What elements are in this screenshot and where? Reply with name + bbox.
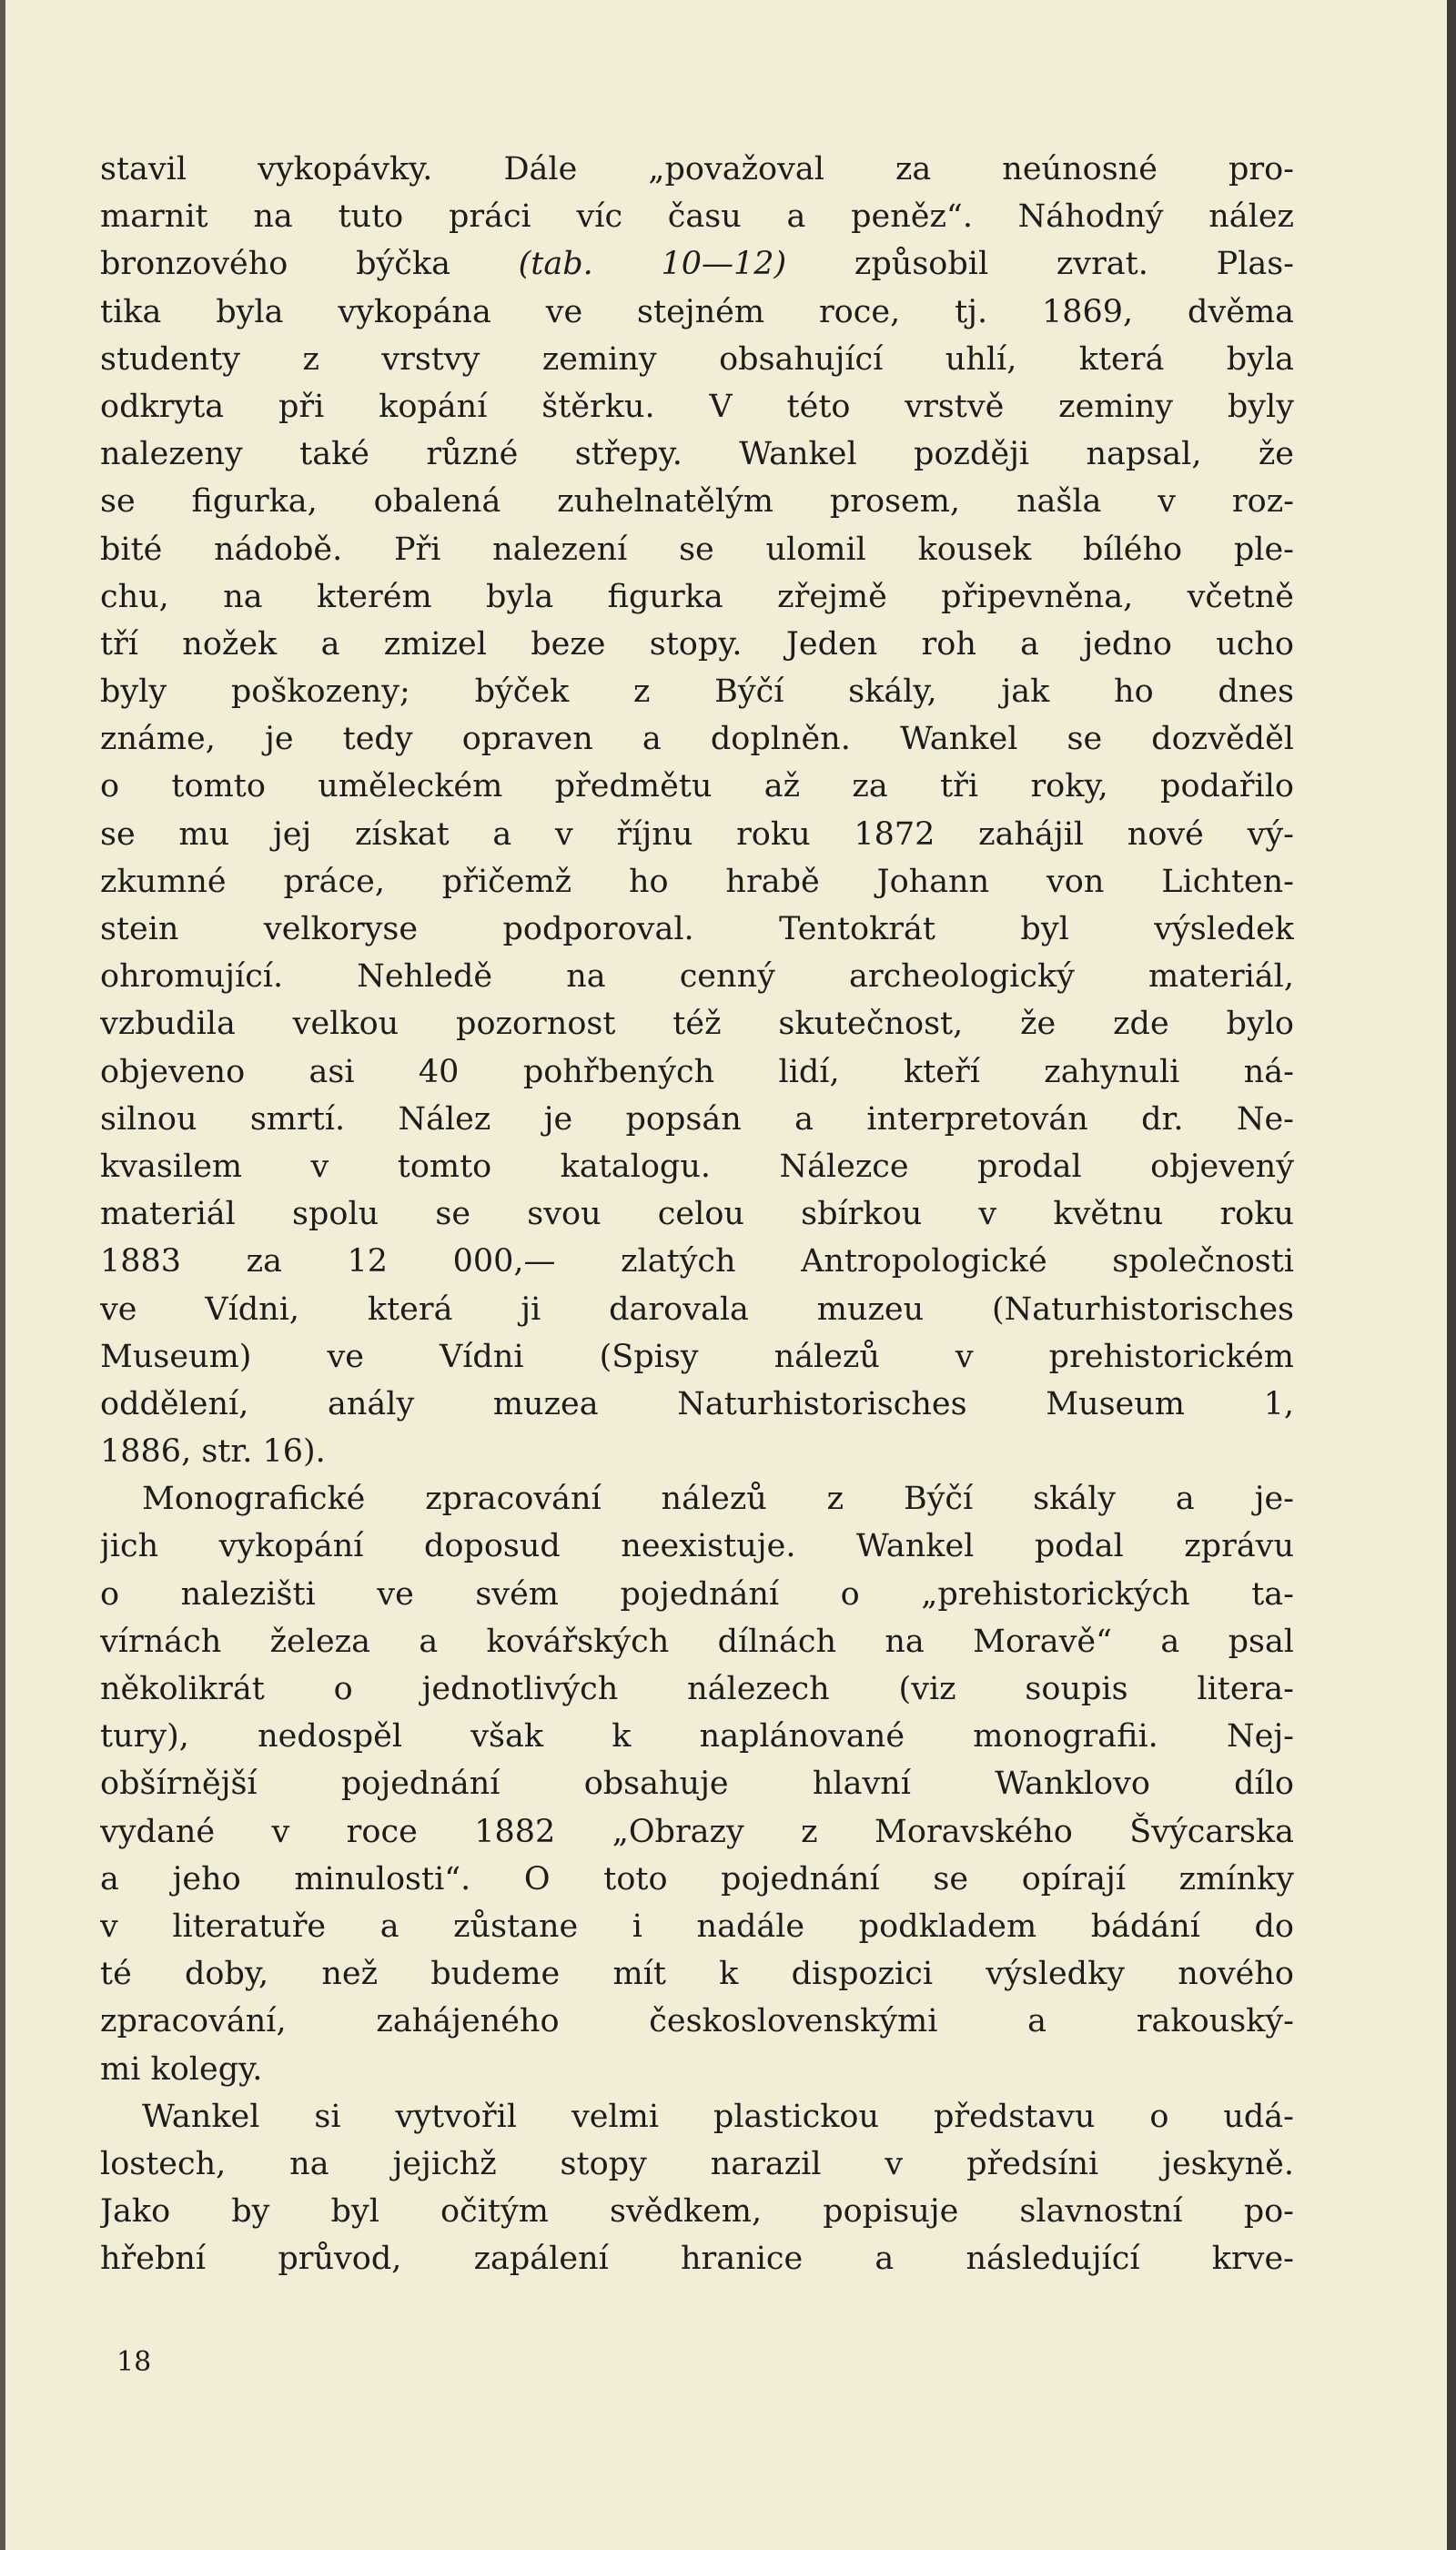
text-line: lostech, na jejichž stopy narazil v předsíni jeskyně. [100,2145,1294,2182]
text-line: zpracování, zahájeného československými a rakouský- [100,2003,1294,2040]
text-line: obšírnější pojednání obsahuje hlavní Wanklovo dílo [100,1766,1294,1803]
text-line: oddělení, anály muzea Naturhistorisches Museum 1, [100,1385,1294,1422]
text-line: vzbudila velkou pozornost též skutečnost, že zde bylo [100,1006,1294,1043]
text-line: kvasilem v tomto katalogu. Nálezce prodal objevený [100,1148,1294,1185]
text-line [100,240,1294,288]
text-line: stavil vykopávky. Dále „považoval za neúnosné pro- [100,151,1294,187]
text-line: v literatuře a zůstane i nadále podkladem bádání do [100,1907,1294,1945]
text-line: hřební průvod, zapálení hranice a následující krve- [100,2241,1294,2278]
text-line: ve Vídni, která ji darovala muzeu (Naturhistorisches [100,1290,1294,1328]
text-line: nalezeny také různé střepy. Wankel později napsal, že [100,436,1294,473]
text-line: o nalezišti ve svém pojednání o „prehistorických ta- [100,1575,1294,1613]
text-line: tří nožek a zmizel beze stopy. Jeden roh a jedno ucho [100,625,1294,663]
text-line: odkryta při kopání štěrku. V této vrstvě zeminy byly [100,388,1294,425]
page-number: 18 [116,2346,152,2378]
text-line: tika byla vykopána ve stejném roce, tj. 1869, dvěma [100,293,1294,330]
scan-left-edge [0,0,5,2550]
text-line: vydané v roce 1882 „Obrazy z Moravského Švýcarska [100,1813,1294,1850]
text-line: byly poškozeny; býček z Býčí skály, jak ho dnes [100,673,1294,711]
text-line: studenty z vrstvy zeminy obsahující uhlí, která byla [100,340,1294,378]
text-line: mi kolegy. [100,2050,263,2088]
text-line: zkumné práce, přičemž ho hrabě Johann von Lichten- [100,863,1294,900]
body-text [100,146,1294,2282]
text-segment: bronzového býčka [100,246,519,283]
text-line: tury), nedospěl však k naplánované monografii. Nej- [100,1718,1294,1756]
text-line: objeveno asi 40 pohřbených lidí, kteří zahynuli ná- [100,1053,1294,1090]
text-line: o tomto uměleckém předmětu až za tři roky, podařilo [100,768,1294,805]
text-line: se mu jej získat a v říjnu roku 1872 zahájil nové vý- [100,815,1294,853]
text-line: stein velkoryse podporoval. Tentokrát byl výsledek [100,911,1294,947]
text-line: několikrát o jednotlivých nálezech (viz soupis litera- [100,1671,1294,1707]
text-line: a jeho minulosti“. O toto pojednání se opírají zmínky [100,1860,1294,1897]
text-line: Museum) ve Vídni (Spisy nálezů v prehistorickém [100,1338,1294,1375]
text-line: bité nádobě. Při nalezení se ulomil kousek bílého ple- [100,531,1294,568]
text-segment: způsobil zvrat. Plas- [786,246,1294,283]
text-line: 1883 za 12 000,— zlatých Antropologické společnosti [100,1243,1294,1280]
text-line: marnit na tuto práci víc času a peněz“. Náhodný nález [100,198,1294,236]
text-line: známe, je tedy opraven a doplněn. Wankel se dozvěděl [100,721,1294,758]
text-line: Jako by byl očitým svědkem, popisuje slavnostní po- [100,2193,1294,2231]
text-line: 1886, str. 16). [100,1433,326,1471]
text-line: se figurka, obalená zuhelnatělým prosem, našla v roz- [100,483,1294,521]
paragraph-start-line: Wankel si vytvořil velmi plastickou představu o udá- [142,2098,1294,2135]
scan-right-edge [1447,0,1456,2550]
text-line: vírnách železa a kovářských dílnách na Moravě“ a psal [100,1623,1294,1660]
text-line: té doby, než budeme mít k dispozici výsledky nového [100,1956,1294,1993]
paragraph-start-line: Monografické zpracování nálezů z Býčí skály a je- [142,1481,1294,1518]
table-reference: (tab. 10—12) [518,246,787,283]
text-line: ohromující. Nehledě na cenný archeologický materiál, [100,958,1294,996]
text-line: silnou smrtí. Nález je popsán a interpretován dr. Ne- [100,1100,1294,1138]
text-line: chu, na kterém byla figurka zřejmě připevněna, včetně [100,578,1294,615]
text-line: materiál spolu se svou celou sbírkou v květnu roku [100,1196,1294,1233]
text-line: jich vykopání doposud neexistuje. Wankel podal zprávu [100,1528,1294,1565]
